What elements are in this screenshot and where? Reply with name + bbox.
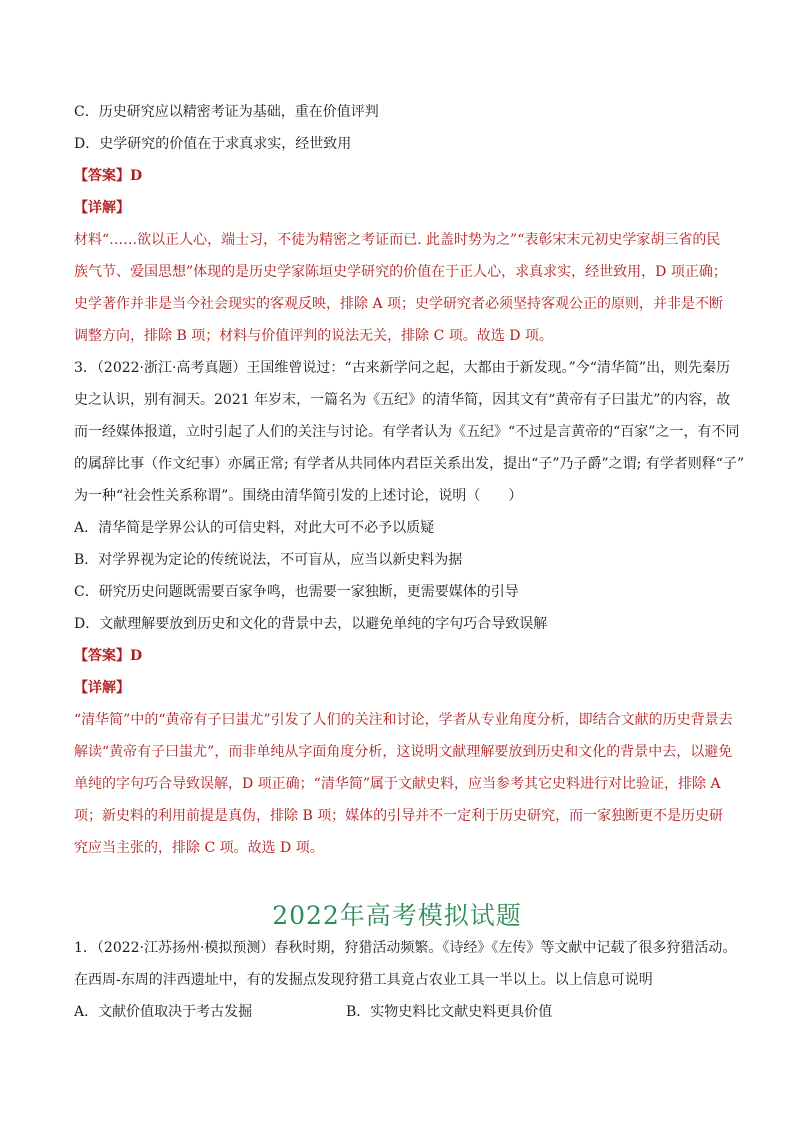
q3-stem-line: 为一种“社会性关系称谓”。围绕由清华简引发的上述讨论，说明（ ） (74, 488, 523, 504)
q3-answer: 【答案】D (74, 648, 143, 664)
q3-explanation-line: 究应当主张的，排除 C 项。故选 D 项。 (74, 840, 324, 856)
q3-explanation-line: “清华简”中的“黄帝有子曰蚩尤”引发了人们的关注和讨论，学者从专业角度分析，即结合文献的历史背景去 (74, 712, 733, 728)
section-title: 2022年高考模拟试题 (272, 901, 522, 930)
sim-q1-option-a: A．文献价值取决于考古发掘 (74, 1004, 253, 1020)
q3-stem-line: 史之认识，别有洞天。2021 年岁末，一篇名为《五纪》的清华简，因其文有“黄帝有子曰蚩尤”的内容，故 (74, 392, 731, 408)
sim-q1-option-b: B．实物史料比文献史料更具价值 (346, 1004, 553, 1020)
q3-stem-line: 3．（2022·浙江·高考真题）王国维曾说过：“古来新学问之起，大都由于新发现。”今“清华简”出，则先秦历 (74, 360, 731, 376)
q3-option-d: D．文献理解要放到历史和文化的背景中去，以避免单纯的字句巧合导致误解 (74, 616, 548, 632)
q2-explanation-line: 族气节、爱国思想”体现的是历史学家陈垣史学研究的价值在于正人心，求真求实，经世致用，D 项正确； (74, 264, 727, 280)
q2-answer: 【答案】D (74, 168, 143, 184)
sim-q1-stem-line: 1．（2022·江苏扬州·模拟预测）春秋时期，狩猎活动频繁。《诗经》《左传》等文献中记载了很多狩猎活动。 (74, 940, 737, 956)
q2-explanation-line: 材料“……欲以正人心，端士习，不徒为精密之考证而已. 此盖时势为之”“表彰宋末元初史学家胡三省的民 (74, 232, 721, 248)
q2-explanation-line: 史学著作并非是当今社会现实的客观反映，排除 A 项；史学研究者必须坚持客观公正的原则，并非是不断 (74, 296, 724, 312)
q3-option-a: A．清华简是学界公认的可信史料，对此大可不必予以质疑 (74, 520, 435, 536)
q3-stem-line: 而一经媒体报道，立时引起了人们的关注与讨论。有学者认为《五纪》“不过是言黄帝的“百家”之一，有不同 (74, 424, 740, 440)
q2-option-d: D．史学研究的价值在于求真求实，经世致用 (74, 136, 352, 152)
q3-stem-line: 的属辞比事（作文纪事）亦属正常; 有学者从共同体内君臣关系出发，提出“子”乃子爵”之谓; 有学者则释“子” (74, 456, 745, 472)
q3-option-c: C．研究历史问题既需要百家争鸣，也需要一家独断，更需要媒体的引导 (74, 584, 519, 600)
q3-explanation-line: 解读“黄帝有子曰蚩尤”，而非单纯从字面角度分析，这说明文献理解要放到历史和文化的背景中去，以避免 (74, 744, 733, 760)
q3-detail-label: 【详解】 (74, 680, 130, 696)
q2-detail-label: 【详解】 (74, 200, 130, 216)
q3-explanation-line: 单纯的字句巧合导致误解，D 项正确；“清华简”属于文献史料，应当参考其它史料进行对比验证，排除 A (74, 776, 721, 792)
sim-q1-stem-line: 在西周-东周的沣西遗址中，有的发掘点发现狩猎工具竟占农业工具一半以上。以上信息可说明 (74, 972, 653, 988)
q2-option-c: C．历史研究应以精密考证为基础，重在价值评判 (74, 104, 379, 120)
q3-option-b: B．对学界视为定论的传统说法，不可盲从，应当以新史料为据 (74, 552, 463, 568)
q3-explanation-line: 项；新史料的利用前提是真伪，排除 B 项；媒体的引导并不一定利于历史研究，而一家独断更不是历史研 (74, 808, 724, 824)
q2-explanation-line: 调整方向，排除 B 项；材料与价值评判的说法无关，排除 C 项。故选 D 项。 (74, 328, 553, 344)
